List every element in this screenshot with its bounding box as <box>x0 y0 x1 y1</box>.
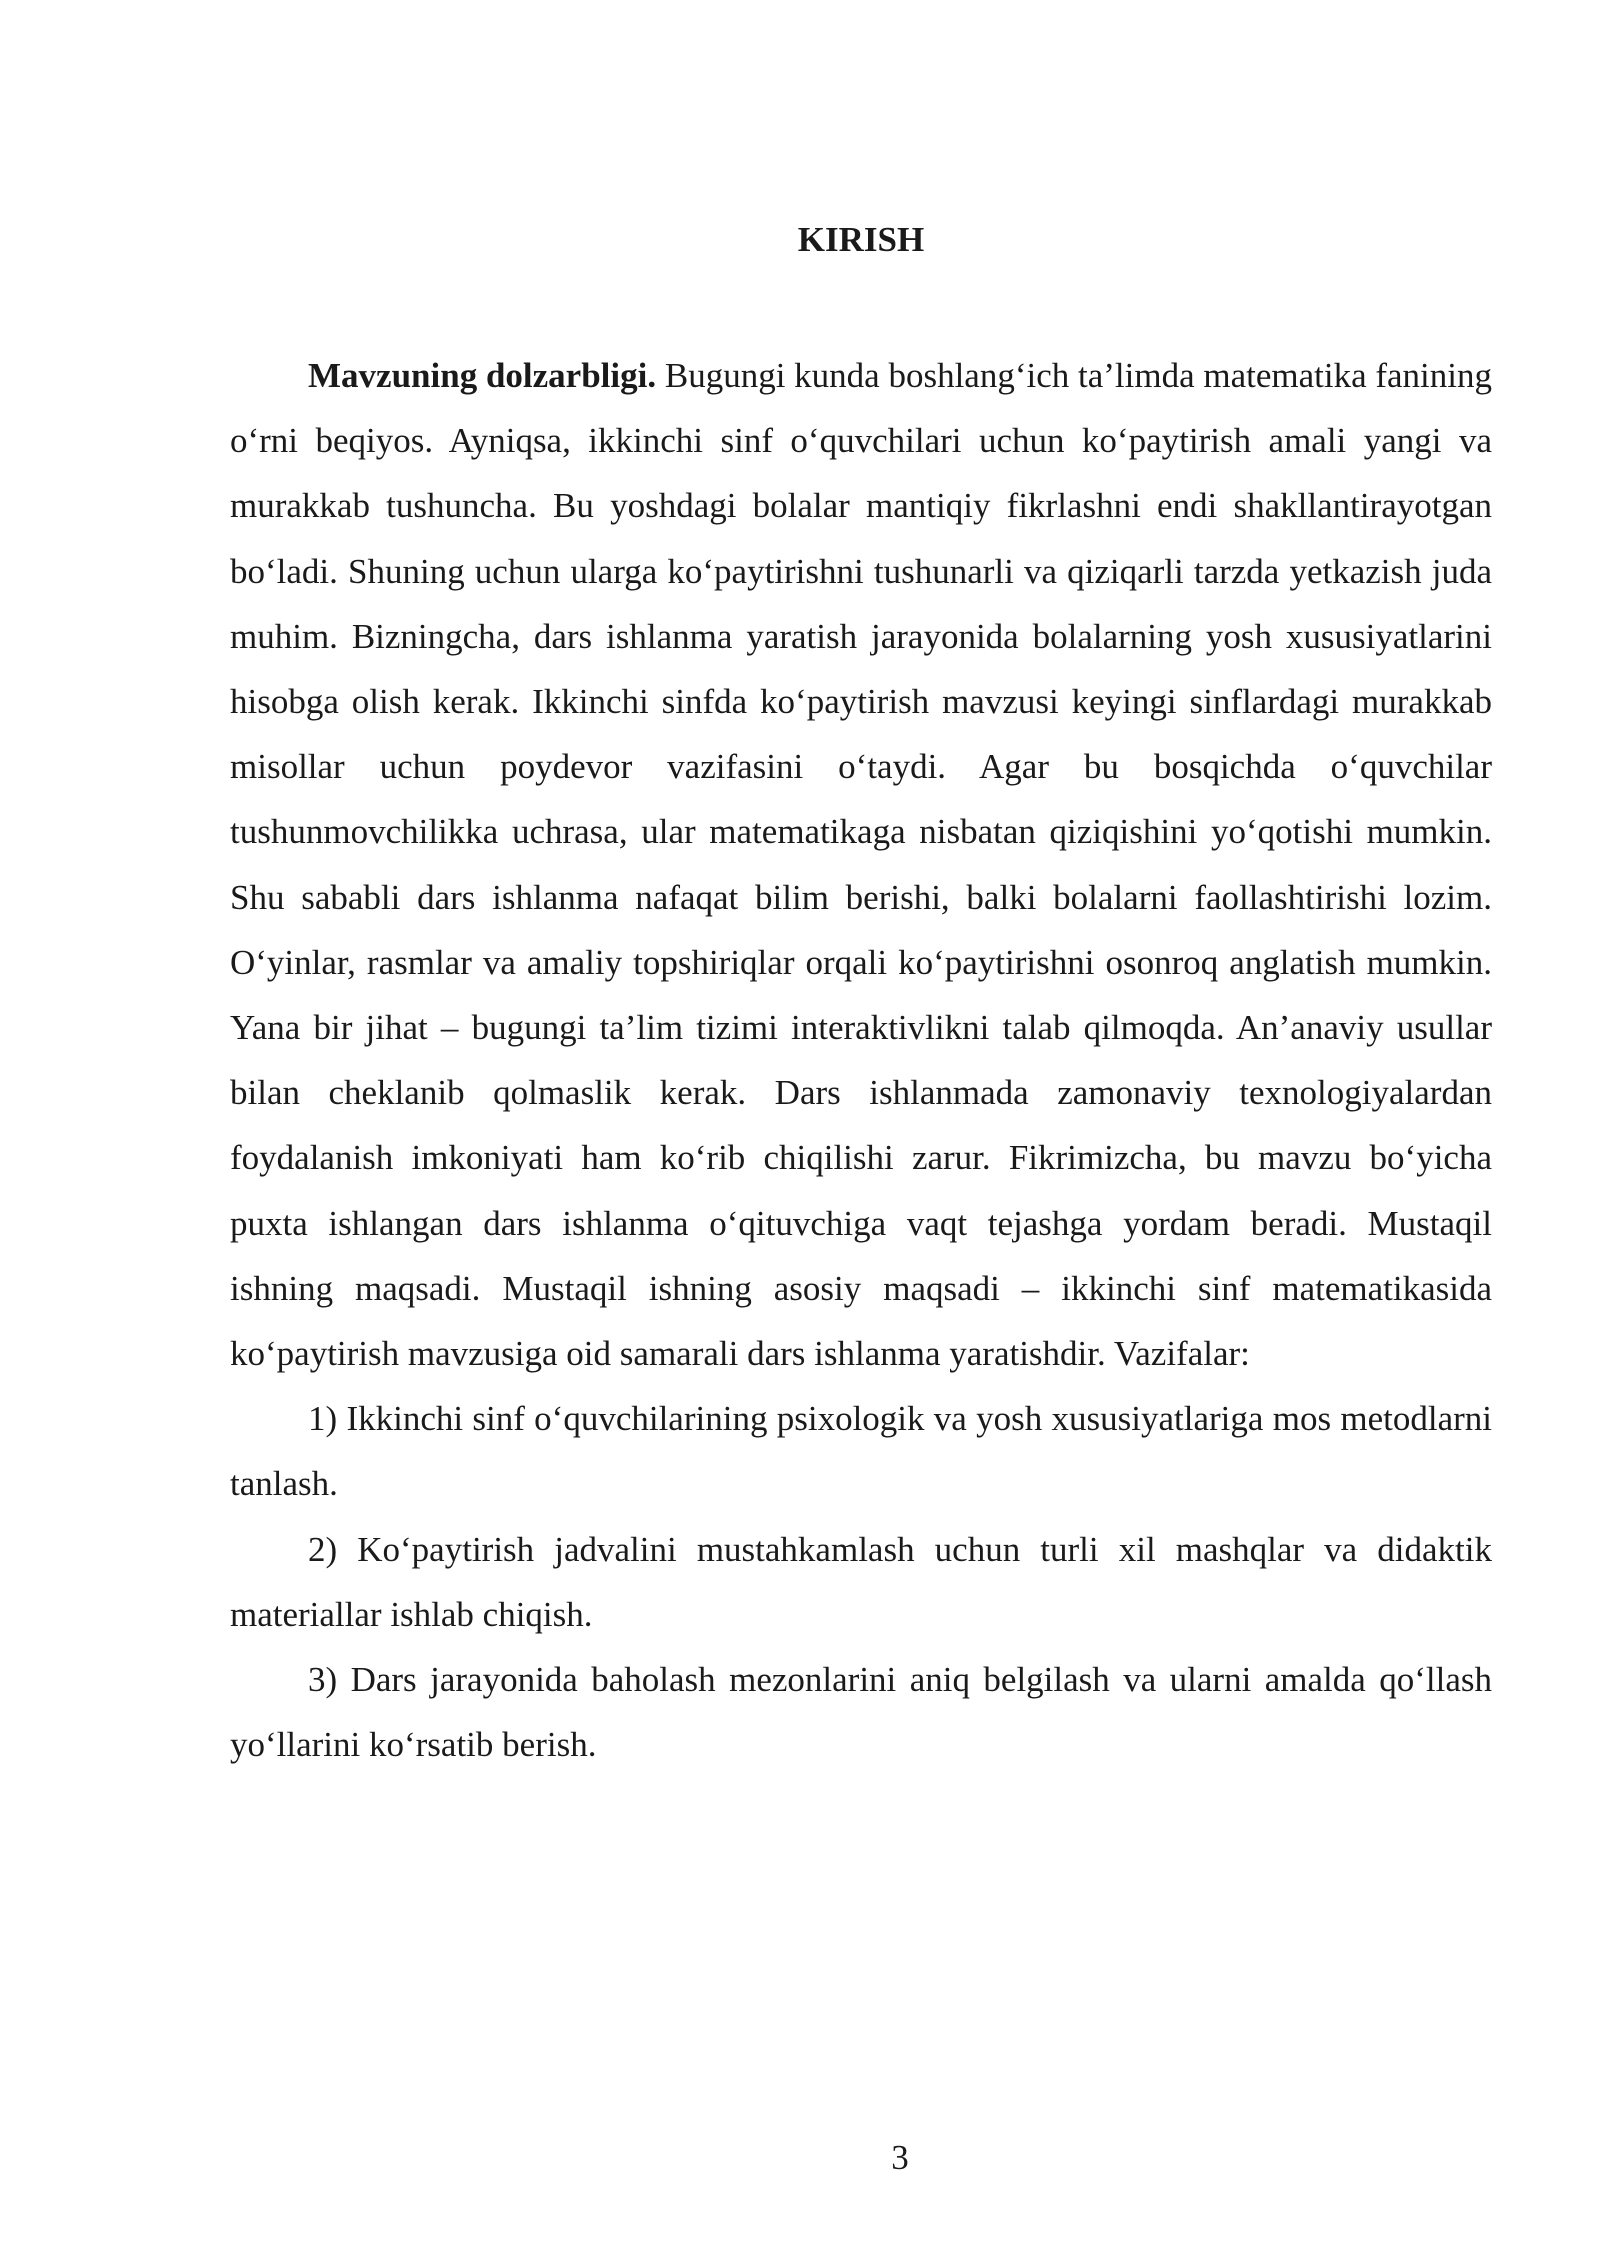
section-title: KIRISH <box>797 220 925 259</box>
intro-lead: Mavzuning dolzarbligi. <box>308 356 657 395</box>
task-item-1: 1) Ikkinchi sinf o‘quvchilarining psixologik va yosh xususiyatlariga mos metodlarni tanlash. <box>230 1399 1492 1504</box>
task-item-3: 3) Dars jarayonida baholash mezonlarini aniq belgilash va ularni amalda qo‘llash yo‘llarini ko‘rsatib berish. <box>230 1660 1492 1765</box>
intro-paragraph <box>230 343 1492 1386</box>
task-item-2: 2) Ko‘paytirish jadvalini mustahkamlash uchun turli xil mashqlar va didaktik materiallar ishlab chiqish. <box>230 1529 1492 1634</box>
intro-text: Bugungi kunda boshlang‘ich ta’limda matematika fanining o‘rni beqiyos. Ayniqsa, ikkinchi sinf o‘quvchilari uchun ko‘paytirish amali yangi va murakkab tushuncha. Bu yoshdagi bolalar mantiqiy fikrlashni endi shakllantirayotgan bo‘ladi. Shuning uchun ularga ko‘paytirishni tushunarli va qiziqarli tarzda yetkazish juda muhim. Bizningcha, dars ishlanma yaratish jarayonida bolalarning yosh xususiyatlarini hisobga olish kerak. Ikkinchi sinfda ko‘paytirish mavzusi keyingi sinflardagi murakkab misollar uchun poydevor vazifasini o‘taydi. Agar bu bosqichda o‘quvchilar tushunmovchilikka uchrasa, ular matematikaga nisbatan qiziqishini yo‘qotishi mumkin. Shu sababli dars ishlanma nafaqat bilim berishi, balki bolalarni faollashtirishi lozim. O‘yinlar, rasmlar va amaliy topshiriqlar orqali ko‘paytirishni osonroq anglatish mumkin. Yana bir jihat – bugungi ta’lim tizimi interaktivlikni talab qilmoqda. An’anaviy usullar bilan cheklanib qolmaslik kerak. Dars ishlanmada zamonaviy texnologiyalardan foydalanish imkoniyati ham ko‘rib chiqilishi zarur. Fikrimizcha, bu mavzu bo‘yicha puxta ishlangan dars ishlanma o‘qituvchiga vaqt tejashga yordam beradi. Mustaqil ishning maqsadi. Mustaqil ishning asosiy maqsadi – ikkinchi sinf matematikasida ko‘paytirish mavzusiga oid samarali dars ishlanma yaratishdir. Vazifalar: <box>230 356 1493 1374</box>
body-text <box>230 343 1492 1777</box>
page-number: 3 <box>891 2138 909 2177</box>
